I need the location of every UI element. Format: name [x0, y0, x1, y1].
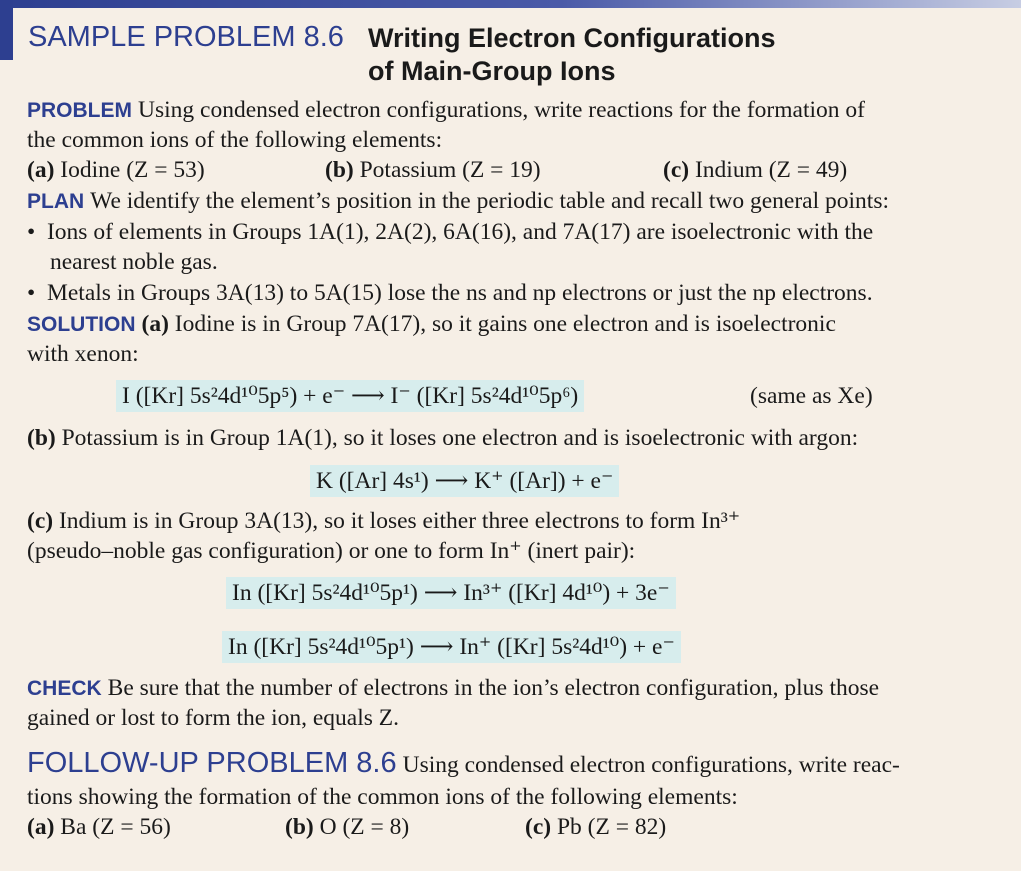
plan-line [27, 186, 889, 217]
part-label: (c) [525, 814, 552, 840]
solution-a-line1: Iodine is in Group 7A(17), so it gains one electron and is isoelectronic [174, 311, 836, 337]
plan-bullet2-text: Metals in Groups 3A(13) to 5A(15) lose the ns and np electrons or just the np electrons. [46, 280, 873, 306]
part-text: O (Z = 8) [319, 814, 410, 840]
check-line2: gained or lost to form the ion, equals Z. [27, 705, 400, 731]
sample-problem-label: SAMPLE PROBLEM 8.6 [28, 21, 344, 53]
part-text: Pb (Z = 82) [556, 814, 667, 840]
solution-a-label: (a) [141, 311, 169, 337]
part-label: (a) [27, 814, 55, 840]
followup-part-c [525, 812, 666, 842]
problem-line1 [27, 95, 865, 126]
part-text: Indium (Z = 49) [694, 157, 848, 183]
top-accent-bar [0, 0, 1021, 8]
problem-part-a [27, 155, 205, 185]
plan-keyword: PLAN [27, 190, 85, 213]
equation-iodine: I ([Kr] 5s²4d¹⁰5p⁵) + e⁻ ⟶ I⁻ ([Kr] 5s²4d¹⁰5p⁶) [116, 380, 584, 412]
followup-part-b [285, 812, 409, 842]
solution-c-line1 [27, 506, 740, 536]
followup-line2: tions showing the formation of the common ions of the following elements: [27, 784, 738, 810]
followup-line1 [27, 748, 900, 780]
plan-bullet1-line1: Ions of elements in Groups 1A(1), 2A(2), 6A(16), and 7A(17) are isoelectronic with the [46, 219, 874, 245]
followup-keyword: FOLLOW-UP PROBLEM 8.6 [27, 747, 397, 779]
problem-title-line1: Writing Electron Configurations [368, 23, 776, 53]
part-label: (b) [325, 157, 354, 183]
equation-potassium: K ([Ar] 4s¹) ⟶ K⁺ ([Ar]) + e⁻ [310, 465, 619, 497]
check-line1 [27, 673, 879, 704]
problem-text1: Using condensed electron configurations, write reactions for the formation of [138, 97, 865, 123]
solution-c-text1: Indium is in Group 3A(13), so it loses either three electrons to form In³⁺ [58, 508, 741, 534]
left-accent-bar [0, 0, 13, 60]
problem-keyword: PROBLEM [27, 99, 132, 122]
part-label: (a) [27, 157, 55, 183]
followup-part-a [27, 812, 171, 842]
check-text1: Be sure that the number of electrons in the ion’s electron configuration, plus those [107, 675, 880, 701]
part-label: (c) [663, 157, 690, 183]
plan-bullet1-line2: nearest noble gas. [50, 249, 218, 275]
solution-c-line2: (pseudo–noble gas configuration) or one to form In⁺ (inert pair): [27, 538, 636, 564]
solution-keyword: SOLUTION [27, 313, 136, 336]
problem-title [368, 22, 776, 88]
part-label: (b) [285, 814, 314, 840]
solution-a-line2: with xenon: [27, 341, 139, 367]
problem-title-line2: of Main-Group Ions [368, 56, 616, 86]
solution-b-text: Potassium is in Group 1A(1), so it loses one electron and is isoelectronic with argon: [61, 425, 859, 451]
plan-text: We identify the element’s position in the periodic table and recall two general points: [90, 188, 889, 214]
followup-text1: Using condensed electron configurations, write reac- [402, 752, 900, 778]
solution-c-label: (c) [27, 508, 54, 534]
part-text: Iodine (Z = 53) [60, 157, 205, 183]
plan-bullet1 [27, 217, 873, 247]
bullet-icon: • [27, 280, 47, 306]
problem-part-b [325, 155, 541, 185]
part-text: Potassium (Z = 19) [359, 157, 541, 183]
plan-bullet2 [27, 278, 873, 308]
equation-indium-plus: In ([Kr] 5s²4d¹⁰5p¹) ⟶ In⁺ ([Kr] 5s²4d¹⁰) + e⁻ [222, 631, 681, 663]
solution-line1 [27, 309, 836, 340]
check-keyword: CHECK [27, 677, 102, 700]
equation-iodine-note: (same as Xe) [750, 383, 873, 409]
solution-b-line [27, 423, 858, 453]
problem-part-c [663, 155, 847, 185]
problem-text2: the common ions of the following elements: [27, 127, 443, 153]
solution-b-label: (b) [27, 425, 56, 451]
equation-indium-3plus: In ([Kr] 5s²4d¹⁰5p¹) ⟶ In³⁺ ([Kr] 4d¹⁰) + 3e⁻ [226, 577, 676, 609]
bullet-icon: • [27, 219, 47, 245]
part-text: Ba (Z = 56) [60, 814, 171, 840]
